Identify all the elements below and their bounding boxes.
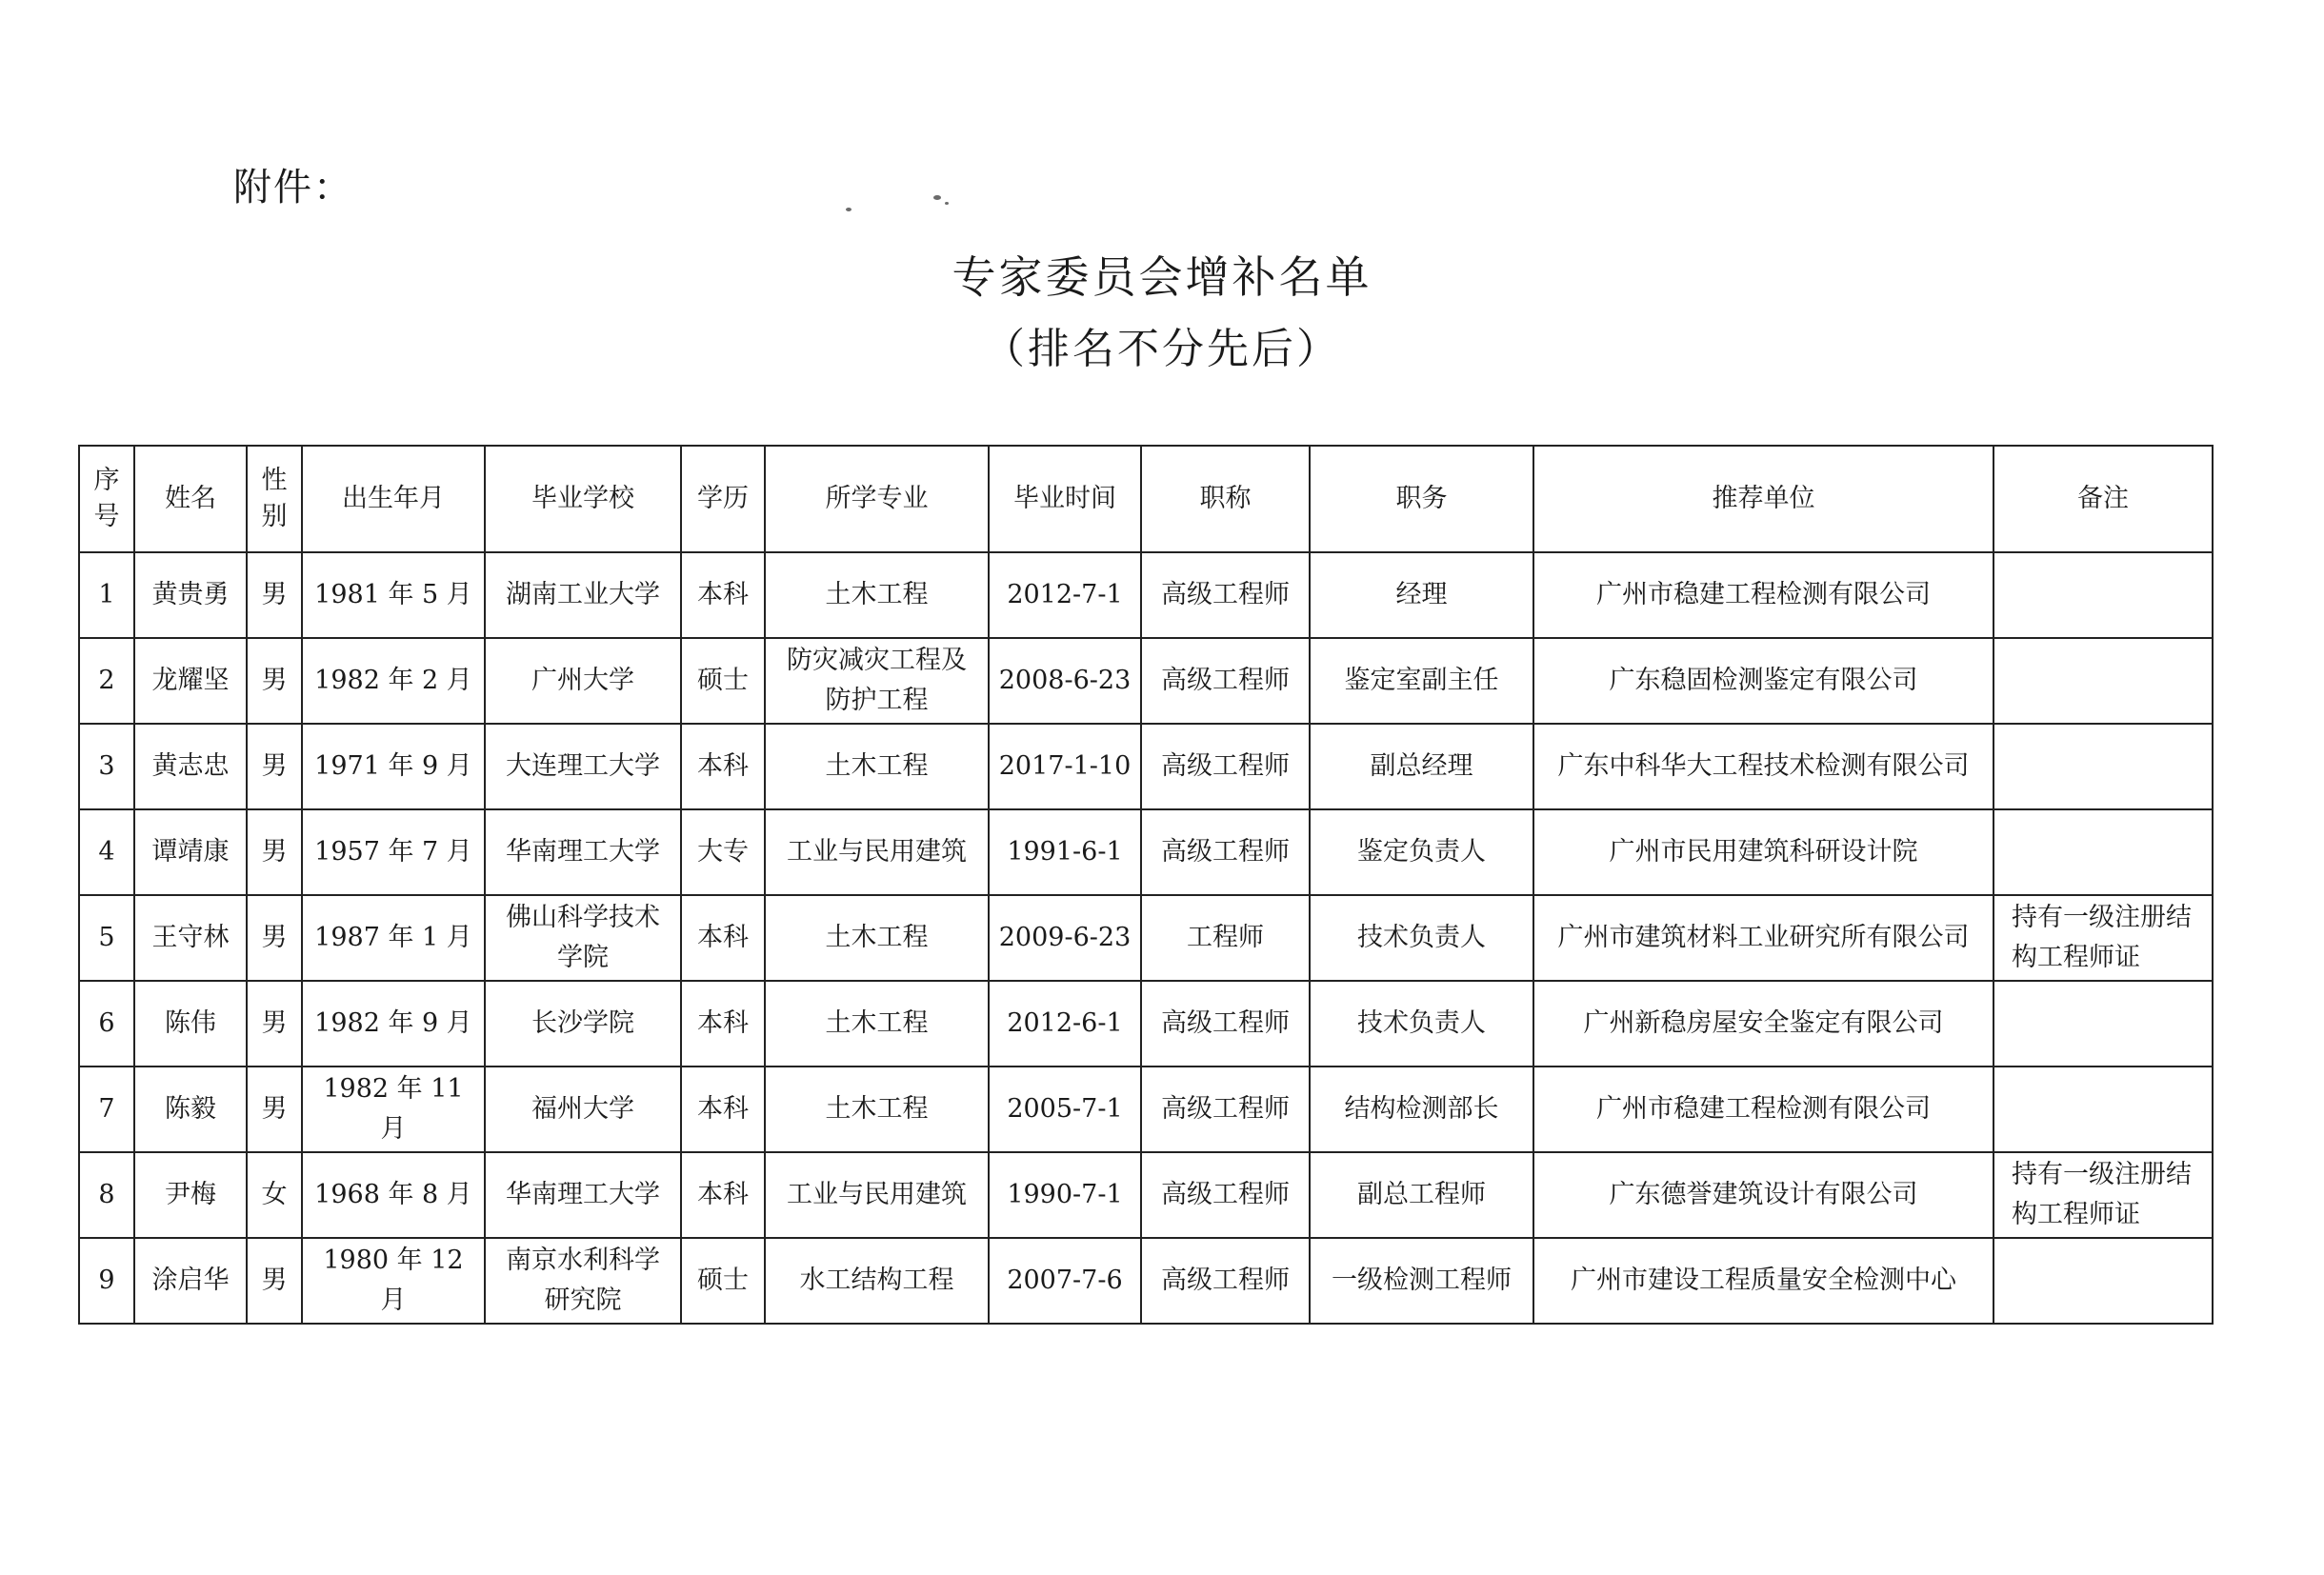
cell-position: 副总工程师	[1310, 1152, 1533, 1238]
cell-name: 陈毅	[134, 1067, 247, 1152]
scan-speck	[933, 195, 941, 200]
header-position: 职务	[1310, 446, 1533, 552]
cell-position: 副总经理	[1310, 724, 1533, 809]
cell-birth: 1982 年 9 月	[302, 981, 485, 1067]
cell-seq: 4	[79, 809, 134, 895]
cell-title: 高级工程师	[1141, 724, 1310, 809]
header-title: 职称	[1141, 446, 1310, 552]
cell-recommender: 广州市建设工程质量安全检测中心	[1533, 1238, 1993, 1324]
cell-major: 土木工程	[765, 552, 989, 638]
cell-birth: 1982 年 2 月	[302, 638, 485, 724]
cell-degree: 本科	[681, 1067, 765, 1152]
cell-school: 华南理工大学	[485, 1152, 681, 1238]
cell-grad-date: 2005-7-1	[989, 1067, 1141, 1152]
cell-seq: 8	[79, 1152, 134, 1238]
roster-table-container	[78, 445, 2192, 1340]
table-row	[79, 638, 2213, 724]
table-row	[79, 1067, 2213, 1152]
cell-major: 水工结构工程	[765, 1238, 989, 1324]
cell-name: 陈伟	[134, 981, 247, 1067]
header-grad-date: 毕业时间	[989, 446, 1141, 552]
header-recommender: 推荐单位	[1533, 446, 1993, 552]
cell-title: 高级工程师	[1141, 638, 1310, 724]
cell-seq: 7	[79, 1067, 134, 1152]
cell-school: 佛山科学技术学院	[485, 895, 681, 981]
cell-seq: 5	[79, 895, 134, 981]
header-row	[79, 446, 2213, 552]
cell-gender: 男	[247, 809, 302, 895]
cell-grad-date: 2009-6-23	[989, 895, 1141, 981]
cell-title: 高级工程师	[1141, 552, 1310, 638]
cell-degree: 本科	[681, 981, 765, 1067]
cell-recommender: 广州市民用建筑科研设计院	[1533, 809, 1993, 895]
document-subtitle: （排名不分先后）	[983, 325, 1341, 373]
cell-school: 大连理工大学	[485, 724, 681, 809]
cell-major: 土木工程	[765, 981, 989, 1067]
cell-remarks: 持有一级注册结构工程师证	[1993, 895, 2213, 981]
cell-birth: 1957 年 7 月	[302, 809, 485, 895]
cell-recommender: 广州市稳建工程检测有限公司	[1533, 1067, 1993, 1152]
cell-major: 工业与民用建筑	[765, 1152, 989, 1238]
cell-seq: 6	[79, 981, 134, 1067]
cell-degree: 本科	[681, 1152, 765, 1238]
cell-degree: 大专	[681, 809, 765, 895]
cell-gender: 男	[247, 1238, 302, 1324]
cell-major: 土木工程	[765, 895, 989, 981]
cell-position: 鉴定负责人	[1310, 809, 1533, 895]
cell-birth: 1980 年 12 月	[302, 1238, 485, 1324]
cell-birth: 1987 年 1 月	[302, 895, 485, 981]
cell-gender: 男	[247, 895, 302, 981]
header-school: 毕业学校	[485, 446, 681, 552]
cell-recommender: 广州市建筑材料工业研究所有限公司	[1533, 895, 1993, 981]
cell-title: 高级工程师	[1141, 981, 1310, 1067]
scan-speck	[846, 208, 851, 211]
cell-remarks	[1993, 638, 2213, 724]
cell-seq: 3	[79, 724, 134, 809]
cell-grad-date: 2012-6-1	[989, 981, 1141, 1067]
table-row	[79, 552, 2213, 638]
cell-major: 防灾减灾工程及防护工程	[765, 638, 989, 724]
cell-remarks	[1993, 809, 2213, 895]
cell-seq: 2	[79, 638, 134, 724]
cell-position: 鉴定室副主任	[1310, 638, 1533, 724]
cell-recommender: 广州市稳建工程检测有限公司	[1533, 552, 1993, 638]
table-row	[79, 895, 2213, 981]
cell-position: 一级检测工程师	[1310, 1238, 1533, 1324]
attachment-label: 附件：	[233, 166, 353, 209]
cell-recommender: 广东德誉建筑设计有限公司	[1533, 1152, 1993, 1238]
cell-gender: 女	[247, 1152, 302, 1238]
header-seq: 序号	[79, 446, 134, 552]
cell-grad-date: 1991-6-1	[989, 809, 1141, 895]
cell-title: 高级工程师	[1141, 1238, 1310, 1324]
table-row	[79, 724, 2213, 809]
table-row	[79, 1238, 2213, 1324]
cell-recommender: 广东稳固检测鉴定有限公司	[1533, 638, 1993, 724]
cell-remarks: 持有一级注册结构工程师证	[1993, 1152, 2213, 1238]
cell-remarks	[1993, 1067, 2213, 1152]
cell-gender: 男	[247, 638, 302, 724]
cell-gender: 男	[247, 552, 302, 638]
cell-major: 工业与民用建筑	[765, 809, 989, 895]
cell-degree: 本科	[681, 724, 765, 809]
cell-school: 长沙学院	[485, 981, 681, 1067]
cell-school: 湖南工业大学	[485, 552, 681, 638]
cell-position: 结构检测部长	[1310, 1067, 1533, 1152]
cell-grad-date: 2017-1-10	[989, 724, 1141, 809]
cell-birth: 1968 年 8 月	[302, 1152, 485, 1238]
cell-name: 尹梅	[134, 1152, 247, 1238]
cell-school: 华南理工大学	[485, 809, 681, 895]
cell-birth: 1982 年 11 月	[302, 1067, 485, 1152]
cell-title: 工程师	[1141, 895, 1310, 981]
cell-name: 黄志忠	[134, 724, 247, 809]
roster-table	[78, 445, 2214, 1325]
header-name: 姓名	[134, 446, 247, 552]
cell-remarks	[1993, 981, 2213, 1067]
header-gender: 性别	[247, 446, 302, 552]
cell-gender: 男	[247, 981, 302, 1067]
header-birth: 出生年月	[302, 446, 485, 552]
cell-remarks	[1993, 724, 2213, 809]
cell-title: 高级工程师	[1141, 809, 1310, 895]
cell-seq: 9	[79, 1238, 134, 1324]
cell-school: 南京水利科学研究院	[485, 1238, 681, 1324]
cell-remarks	[1993, 552, 2213, 638]
cell-school: 广州大学	[485, 638, 681, 724]
header-remarks: 备注	[1993, 446, 2213, 552]
cell-name: 谭靖康	[134, 809, 247, 895]
cell-degree: 硕士	[681, 638, 765, 724]
cell-birth: 1971 年 9 月	[302, 724, 485, 809]
cell-name: 龙耀坚	[134, 638, 247, 724]
cell-grad-date: 2008-6-23	[989, 638, 1141, 724]
document-title: 专家委员会增补名单	[952, 251, 1372, 303]
cell-remarks	[1993, 1238, 2213, 1324]
header-major: 所学专业	[765, 446, 989, 552]
table-row	[79, 1152, 2213, 1238]
header-degree: 学历	[681, 446, 765, 552]
cell-birth: 1981 年 5 月	[302, 552, 485, 638]
cell-major: 土木工程	[765, 724, 989, 809]
cell-seq: 1	[79, 552, 134, 638]
cell-title: 高级工程师	[1141, 1152, 1310, 1238]
cell-gender: 男	[247, 1067, 302, 1152]
table-row	[79, 981, 2213, 1067]
cell-name: 涂启华	[134, 1238, 247, 1324]
cell-grad-date: 1990-7-1	[989, 1152, 1141, 1238]
cell-major: 土木工程	[765, 1067, 989, 1152]
cell-degree: 本科	[681, 895, 765, 981]
cell-position: 技术负责人	[1310, 981, 1533, 1067]
cell-gender: 男	[247, 724, 302, 809]
cell-name: 王守林	[134, 895, 247, 981]
table-row	[79, 809, 2213, 895]
cell-name: 黄贵勇	[134, 552, 247, 638]
cell-recommender: 广州新稳房屋安全鉴定有限公司	[1533, 981, 1993, 1067]
cell-school: 福州大学	[485, 1067, 681, 1152]
cell-title: 高级工程师	[1141, 1067, 1310, 1152]
scan-speck	[945, 202, 949, 205]
cell-grad-date: 2007-7-6	[989, 1238, 1141, 1324]
cell-degree: 硕士	[681, 1238, 765, 1324]
cell-recommender: 广东中科华大工程技术检测有限公司	[1533, 724, 1993, 809]
cell-grad-date: 2012-7-1	[989, 552, 1141, 638]
cell-position: 技术负责人	[1310, 895, 1533, 981]
cell-degree: 本科	[681, 552, 765, 638]
cell-position: 经理	[1310, 552, 1533, 638]
